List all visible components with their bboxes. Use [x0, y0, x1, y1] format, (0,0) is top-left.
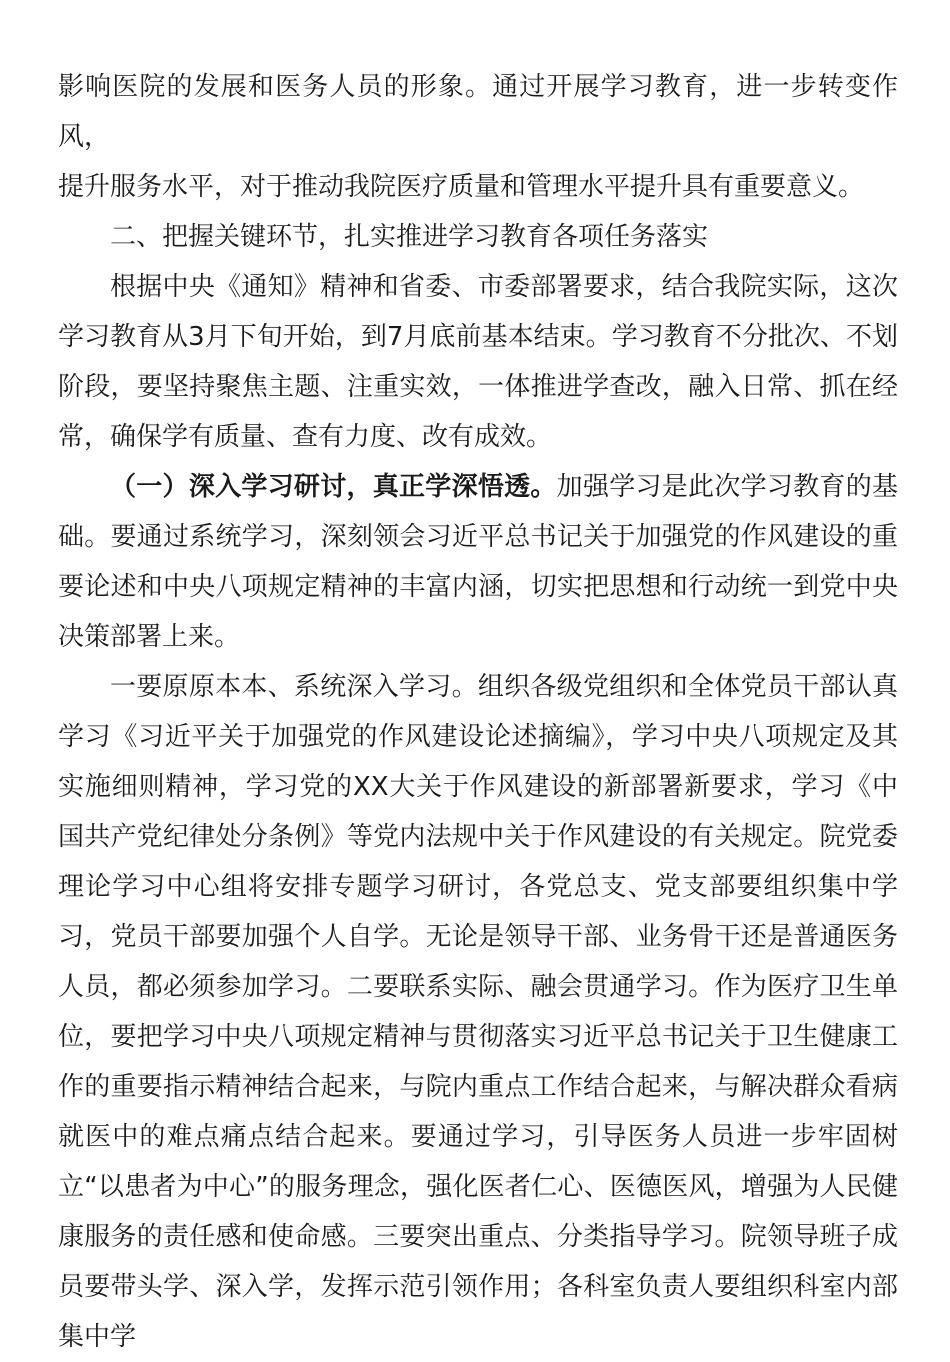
paragraph-line: 提升服务水平，对于推动我院医疗质量和管理水平提升具有重要意义。 [58, 172, 865, 202]
paragraph-continuation [58, 62, 898, 212]
paragraph-body: 加强学习是此次学习教育的基础。要通过系统学习，深刻领会习近平总书记关于加强党的作风建设的重要论述和中央八项规定精神的丰富内涵，切实把思想和行动统一到党中央决策部署上来。 [58, 472, 898, 652]
paragraph-study-requirements: 一要原原本本、系统深入学习。组织各级党组织和全体党员干部认真学习《习近平关于加强党的作风建设论述摘编》，学习中央八项规定及其实施细则精神，学习党的XX大关于作风建设的新部署新要求，学习《中国共产党纪律处分条例》等党内法规中关于作风建设的有关规定。院党委理论学习中心组将安排专题学习研讨，各党总支、党支部要组织集中学习，党员干部要加强个人自学。无论是领导干部、业务骨干还是普通医务人员，都必须参加学习。二要联系实际、融会贯通学习。作为医疗卫生单位，要把学习中央八项规定精神与贯彻落实习近平总书记关于卫生健康工作的重要指示精神结合起来，与院内重点工作结合起来，与解决群众看病就医中的难点痛点结合起来。要通过学习，引导医务人员进一步牢固树立“以患者为中心”的服务理念，强化医者仁心、医德医风，增强为人民健康服务的责任感和使命感。三要突出重点、分类指导学习。院领导班子成员要带头学、深入学，发挥示范引领作用；各科室负责人要组织科室内部集中学 [58, 672, 898, 1352]
paragraph-study-discussion [58, 462, 898, 662]
paragraph-line: 影响医院的发展和医务人员的形象。通过开展学习教育，进一步转变作风， [58, 72, 898, 152]
subsection-lead: （一）深入学习研讨，真正学深悟透。 [110, 472, 557, 502]
section-heading: 二、把握关键环节，扎实推进学习教育各项任务落实 [110, 222, 709, 252]
paragraph-schedule: 根据中央《通知》精神和省委、市委部署要求，结合我院实际，这次学习教育从3月下旬开始，到7月底前基本结束。学习教育不分批次、不划阶段，要坚持聚焦主题、注重实效，一体推进学查改，融入日常、抓在经常，确保学有质量、查有力度、改有成效。 [58, 272, 898, 452]
document-body [58, 62, 898, 1362]
